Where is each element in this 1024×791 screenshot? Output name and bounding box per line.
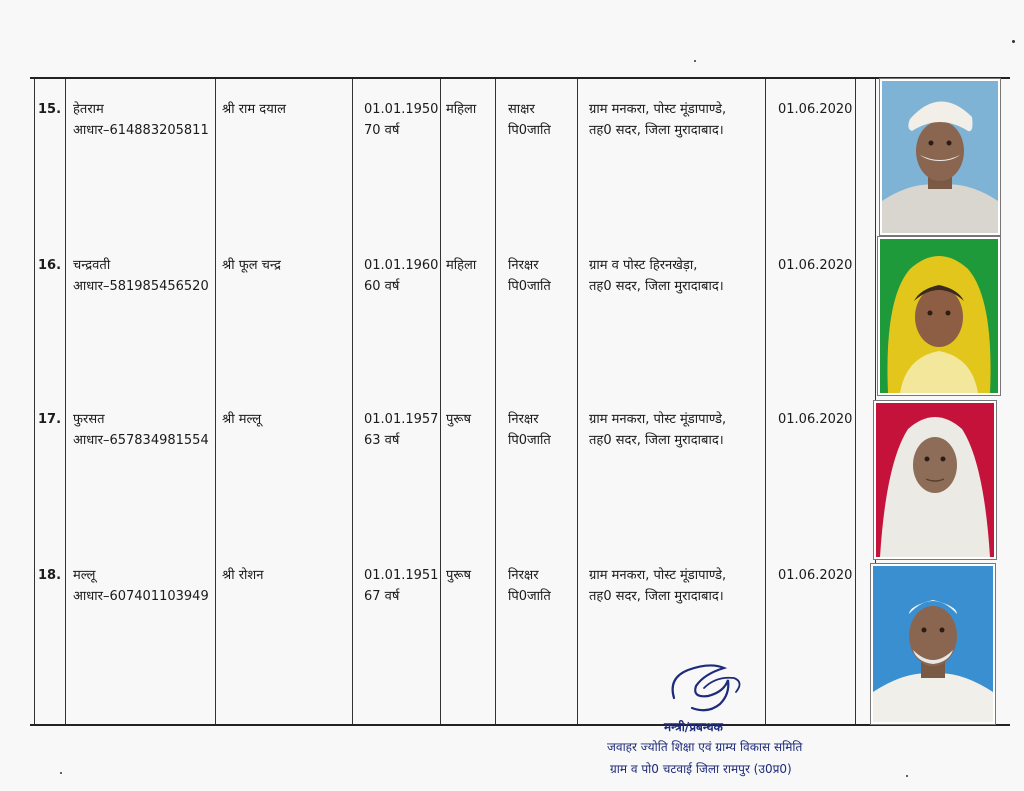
literacy: साक्षर — [508, 102, 535, 117]
aadhaar-number: आधार–657834981554 — [73, 433, 209, 448]
gender: पुरूष — [446, 568, 471, 583]
aadhaar-number: आधार–607401103949 — [73, 589, 209, 604]
scan-speck — [694, 60, 696, 62]
caste: पि0जाति — [508, 589, 551, 604]
beneficiary-name: चन्द्रवती — [73, 258, 111, 273]
address-line-2: तह0 सदर, जिला मुरादाबाद। — [589, 589, 724, 604]
column-divider — [765, 79, 766, 724]
column-divider — [495, 79, 496, 724]
scan-speck — [906, 775, 908, 777]
father-name: श्री रोशन — [222, 568, 264, 583]
address-line-1: ग्राम व पोस्ट हिरनखेड़ा, — [589, 258, 698, 273]
column-divider — [352, 79, 353, 724]
beneficiary-photo — [871, 564, 995, 724]
beneficiary-photo — [878, 237, 1000, 395]
stamp-title: मन्त्री/प्रबन्धक — [664, 720, 723, 734]
father-name: श्री फूल चन्द्र — [222, 258, 281, 273]
address-line-2: तह0 सदर, जिला मुरादाबाद। — [589, 279, 724, 294]
column-divider — [855, 79, 856, 724]
beneficiary-photo — [880, 79, 1000, 235]
beneficiary-name: हेतराम — [73, 102, 104, 117]
registration-date: 01.06.2020 — [778, 412, 853, 427]
age: 60 वर्ष — [364, 279, 400, 294]
scan-speck — [60, 772, 62, 774]
serial-number: 15. — [38, 102, 62, 117]
literacy: निरक्षर — [508, 412, 539, 427]
column-divider — [440, 79, 441, 724]
registration-date: 01.06.2020 — [778, 258, 853, 273]
address-line-1: ग्राम मनकरा, पोस्ट मूंडापाण्डे, — [589, 568, 727, 583]
scan-speck — [1012, 40, 1015, 43]
literacy: निरक्षर — [508, 568, 539, 583]
father-name: श्री राम दयाल — [222, 102, 286, 117]
address-line-1: ग्राम मनकरा, पोस्ट मूंडापाण्डे, — [589, 412, 727, 427]
gender: पुरूष — [446, 412, 471, 427]
signature-mark — [664, 658, 748, 716]
address-line-2: तह0 सदर, जिला मुरादाबाद। — [589, 123, 724, 138]
age: 67 वर्ष — [364, 589, 400, 604]
serial-number: 16. — [38, 258, 62, 273]
aadhaar-number: आधार–581985456520 — [73, 279, 209, 294]
gender: महिला — [446, 258, 477, 273]
caste: पि0जाति — [508, 279, 551, 294]
stamp-organization: जवाहर ज्योति शिक्षा एवं ग्राम्य विकास समिति — [607, 740, 803, 754]
beneficiary-name: मल्लू — [73, 568, 96, 583]
serial-number: 18. — [38, 568, 62, 583]
date-of-birth: 01.01.1957 — [364, 412, 439, 427]
beneficiary-name: फुरसत — [73, 412, 105, 427]
column-divider — [577, 79, 578, 724]
father-name: श्री मल्लू — [222, 412, 262, 427]
date-of-birth: 01.01.1951 — [364, 568, 439, 583]
column-divider — [65, 79, 66, 724]
gender: महिला — [446, 102, 477, 117]
stamp-address: ग्राम व पो0 चटवाई जिला रामपुर (उ0प्र0) — [610, 762, 792, 776]
date-of-birth: 01.01.1950 — [364, 102, 439, 117]
column-divider — [215, 79, 216, 724]
registration-date: 01.06.2020 — [778, 102, 853, 117]
serial-number: 17. — [38, 412, 62, 427]
literacy: निरक्षर — [508, 258, 539, 273]
beneficiary-table — [30, 77, 1010, 726]
age: 63 वर्ष — [364, 433, 400, 448]
column-divider — [34, 79, 35, 724]
caste: पि0जाति — [508, 123, 551, 138]
caste: पि0जाति — [508, 433, 551, 448]
beneficiary-photo — [874, 401, 996, 559]
address-line-1: ग्राम मनकरा, पोस्ट मूंडापाण्डे, — [589, 102, 727, 117]
age: 70 वर्ष — [364, 123, 400, 138]
date-of-birth: 01.01.1960 — [364, 258, 439, 273]
aadhaar-number: आधार–614883205811 — [73, 123, 209, 138]
address-line-2: तह0 सदर, जिला मुरादाबाद। — [589, 433, 724, 448]
registration-date: 01.06.2020 — [778, 568, 853, 583]
